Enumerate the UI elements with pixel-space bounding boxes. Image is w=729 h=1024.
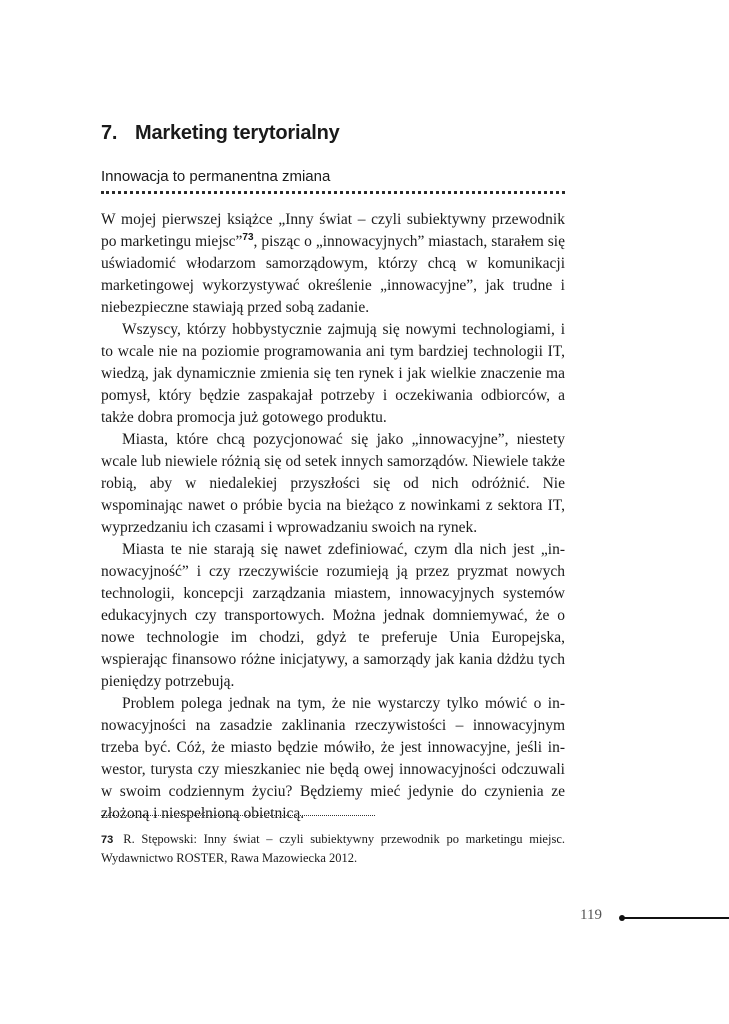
section-dotted-rule — [101, 191, 565, 194]
footnote-reference[interactable]: 73 — [242, 231, 254, 243]
paragraph-2: Wszyscy, którzy hobbystycznie zajmują się nowymi technologiami, i to wcale nie na poziomie programowania ani tym bardziej technologii IT, wiedzą, jak dynamicznie zmienia się ten rynek i jak wielkie znaczenie ma pomysł, który będzie zaspakajał potrzeby i oczekiwania odbiorców, a także dobra promocja już gotowego produktu. — [101, 321, 565, 426]
paragraph-1 — [101, 209, 565, 319]
chapter-number: 7. — [101, 122, 118, 144]
chapter-title — [101, 122, 340, 145]
page-marker-line — [624, 917, 729, 919]
page-number: 119 — [580, 907, 602, 923]
footnote — [101, 830, 565, 867]
footnote-separator — [101, 815, 375, 816]
paragraph-3: Miasta, które chcą pozycjonować się jako „innowacyjne”, niestety wcale lub niewiele różnią się od setek innych samorządów. Niewiele także robią, aby w niedalekiej przyszłości się od nich odróżnić. Nie wspominając nawet o próbie bycia na bieżąco z nowinkami z sektora IT, wyprzedzaniu ich czasami i wprowadzaniu swoich na rynek. — [101, 431, 565, 536]
paragraph-4: Miasta te nie starają się nawet zdefiniować, czym dla nich jest „innowacyjność” i czy rzeczywiście rozumieją ją przez pryzmat nowych technologii, koncepcji zarządzania miastem, innowacyjnych systemów edukacyjnych czy transportowych. Można jednak domniemywać, że o nowe technologie im chodzi, gdyż te preferuje Unia Europejska, wspierając finansowo różne inicjatywy, a samorządy jak kania dżdżu tych pieniędzy potrzebują. — [101, 541, 565, 690]
body-text — [101, 209, 565, 825]
paragraph-1-text-end: , pisząc o „innowacyjnych” miastach, starałem się uświadomić włodarzom samorządowym, którzy chcą w komunikacji marketingowej wykorzystywać określenie „innowacyjne”, jak trudne i niebezpieczne stawiają przed sobą zadanie. — [101, 233, 565, 316]
footnote-number: 73 — [101, 834, 114, 846]
paragraph-5: Problem polega jednak na tym, że nie wystarczy tylko mówić o innowacyjności na zasadzie zaklinania rzeczywistości – innowacyjnym trzeba być. Cóż, że miasto będzie mówiło, że jest innowacyjne, jeśli inwestor, turysta czy mieszkaniec nie będą owej innowacyjności odczuwali w swoim codziennym życiu? Będziemy mieć jedynie do czynienia ze złożoną i niespełnioną obietnicą. — [101, 695, 565, 822]
section-title: Innowacja to permanentna zmiana — [101, 168, 331, 185]
paragraph-1-text-start: W mojej pierwszej książce „Inny świat – czyli subiektywny przewodnik po marketingu miejsc” — [101, 211, 565, 250]
footnote-text: R. Stępowski: Inny świat – czyli subiektywny przewodnik po marketingu miejsc. Wydawnictwo ROSTER, Rawa Mazowiecka 2012. — [101, 832, 565, 865]
chapter-title-text: Marketing terytorialny — [135, 122, 340, 144]
